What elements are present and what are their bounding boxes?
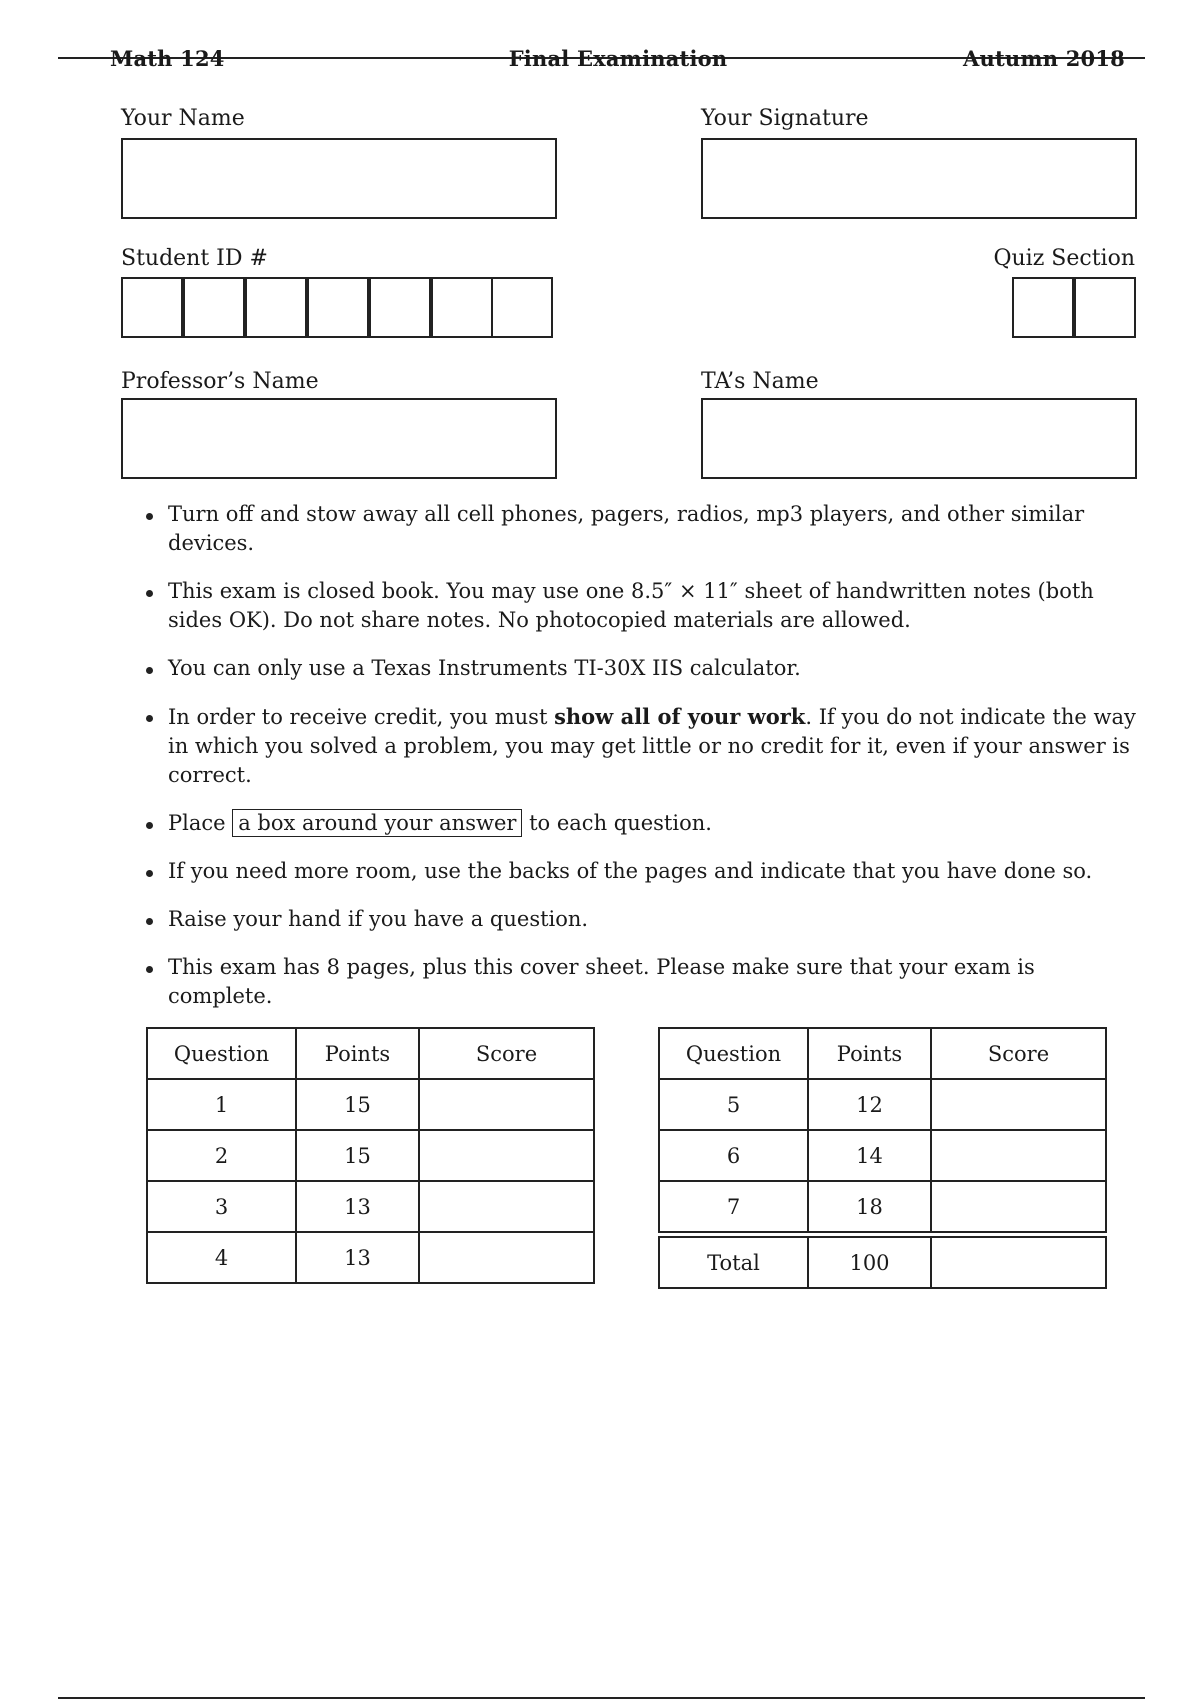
score-table-left (146, 1027, 595, 1284)
your-signature-field[interactable] (701, 138, 1137, 219)
total-score-cell[interactable] (931, 1237, 1106, 1288)
question-number: 4 (147, 1232, 296, 1283)
score-cell[interactable] (419, 1181, 594, 1232)
student-id-digit-box[interactable] (369, 277, 431, 338)
professor-name-label: Professor’s Name (121, 369, 319, 394)
instruction-text: This exam is closed book. You may use one 8.5″ × 11″ sheet of handwritten notes (both sides OK). Do not share notes. No photocopied materials are allowed. (168, 579, 1094, 632)
question-header: Question (659, 1028, 808, 1079)
score-table-right (658, 1027, 1107, 1289)
your-name-label: Your Name (121, 106, 245, 131)
footer-rule (58, 1697, 1145, 1699)
instruction-item (140, 654, 1140, 683)
points-value: 12 (808, 1079, 931, 1130)
question-number: 2 (147, 1130, 296, 1181)
student-id-digit-box[interactable] (491, 277, 553, 338)
question-header: Question (147, 1028, 296, 1079)
points-header: Points (808, 1028, 931, 1079)
student-id-digit-box[interactable] (183, 277, 245, 338)
instruction-item (140, 809, 1140, 838)
instruction-item (140, 702, 1140, 790)
instruction-text: If you need more room, use the backs of the pages and indicate that you have done so. (168, 859, 1093, 883)
points-value: 13 (296, 1232, 419, 1283)
total-points: 100 (808, 1237, 931, 1288)
points-header: Points (296, 1028, 419, 1079)
question-number: 3 (147, 1181, 296, 1232)
score-header: Score (931, 1028, 1106, 1079)
student-id-digit-box[interactable] (307, 277, 369, 338)
score-cell[interactable] (419, 1232, 594, 1283)
table-header-row (659, 1028, 1106, 1079)
instruction-item (140, 857, 1140, 886)
score-cell[interactable] (931, 1079, 1106, 1130)
instruction-item (140, 905, 1140, 934)
points-value: 13 (296, 1181, 419, 1232)
instruction-text: Place (168, 811, 233, 835)
points-value: 14 (808, 1130, 931, 1181)
exam-title: Final Examination (508, 46, 728, 71)
quiz-section-box[interactable] (1012, 277, 1074, 338)
student-id-digit-box[interactable] (121, 277, 183, 338)
boxed-answer-example: a box around your answer (232, 809, 522, 837)
question-number: 1 (147, 1079, 296, 1130)
score-cell[interactable] (419, 1079, 594, 1130)
score-cell[interactable] (931, 1130, 1106, 1181)
table-header-row (147, 1028, 594, 1079)
instruction-text: In order to receive credit, you must (168, 705, 555, 729)
ta-name-label: TA’s Name (701, 369, 819, 394)
exam-term: Autumn 2018 (963, 46, 1125, 71)
table-row (147, 1130, 594, 1181)
instruction-item (140, 953, 1140, 1011)
table-row (147, 1181, 594, 1232)
question-number: 6 (659, 1130, 808, 1181)
course-title: Math 124 (110, 46, 225, 71)
instruction-text: . If you do not indicate the way in which you solved a problem, you may get little or no credit for it, even if your answer is correct. (168, 705, 1136, 787)
instruction-text: Turn off and stow away all cell phones, pagers, radios, mp3 players, and other similar devices. (168, 502, 1085, 555)
instruction-text: Raise your hand if you have a question. (168, 907, 589, 931)
points-value: 15 (296, 1130, 419, 1181)
instruction-text: This exam has 8 pages, plus this cover sheet. Please make sure that your exam is complete. (168, 955, 1035, 1008)
instruction-emphasis: show all of your work (554, 704, 806, 729)
professor-name-field[interactable] (121, 398, 557, 479)
score-header: Score (419, 1028, 594, 1079)
student-id-label: Student ID # (121, 246, 268, 271)
table-row (659, 1181, 1106, 1232)
score-cell[interactable] (931, 1181, 1106, 1232)
your-name-field[interactable] (121, 138, 557, 219)
table-row (147, 1232, 594, 1283)
quiz-section-label: Quiz Section (993, 246, 1135, 271)
total-row (659, 1237, 1106, 1288)
instruction-item (140, 577, 1140, 635)
quiz-section-box[interactable] (1074, 277, 1136, 338)
instruction-text: to each question. (522, 811, 712, 835)
question-number: 5 (659, 1079, 808, 1130)
table-row (659, 1079, 1106, 1130)
points-value: 18 (808, 1181, 931, 1232)
ta-name-field[interactable] (701, 398, 1137, 479)
question-number: 7 (659, 1181, 808, 1232)
total-label: Total (659, 1237, 808, 1288)
instructions-list (140, 500, 1140, 1030)
student-id-digit-box[interactable] (431, 277, 493, 338)
student-id-digit-box[interactable] (245, 277, 307, 338)
your-signature-label: Your Signature (701, 106, 869, 131)
instruction-item (140, 500, 1140, 558)
instruction-text: You can only use a Texas Instruments TI-30X IIS calculator. (168, 656, 801, 680)
table-row (659, 1130, 1106, 1181)
score-cell[interactable] (419, 1130, 594, 1181)
table-row (147, 1079, 594, 1130)
points-value: 15 (296, 1079, 419, 1130)
